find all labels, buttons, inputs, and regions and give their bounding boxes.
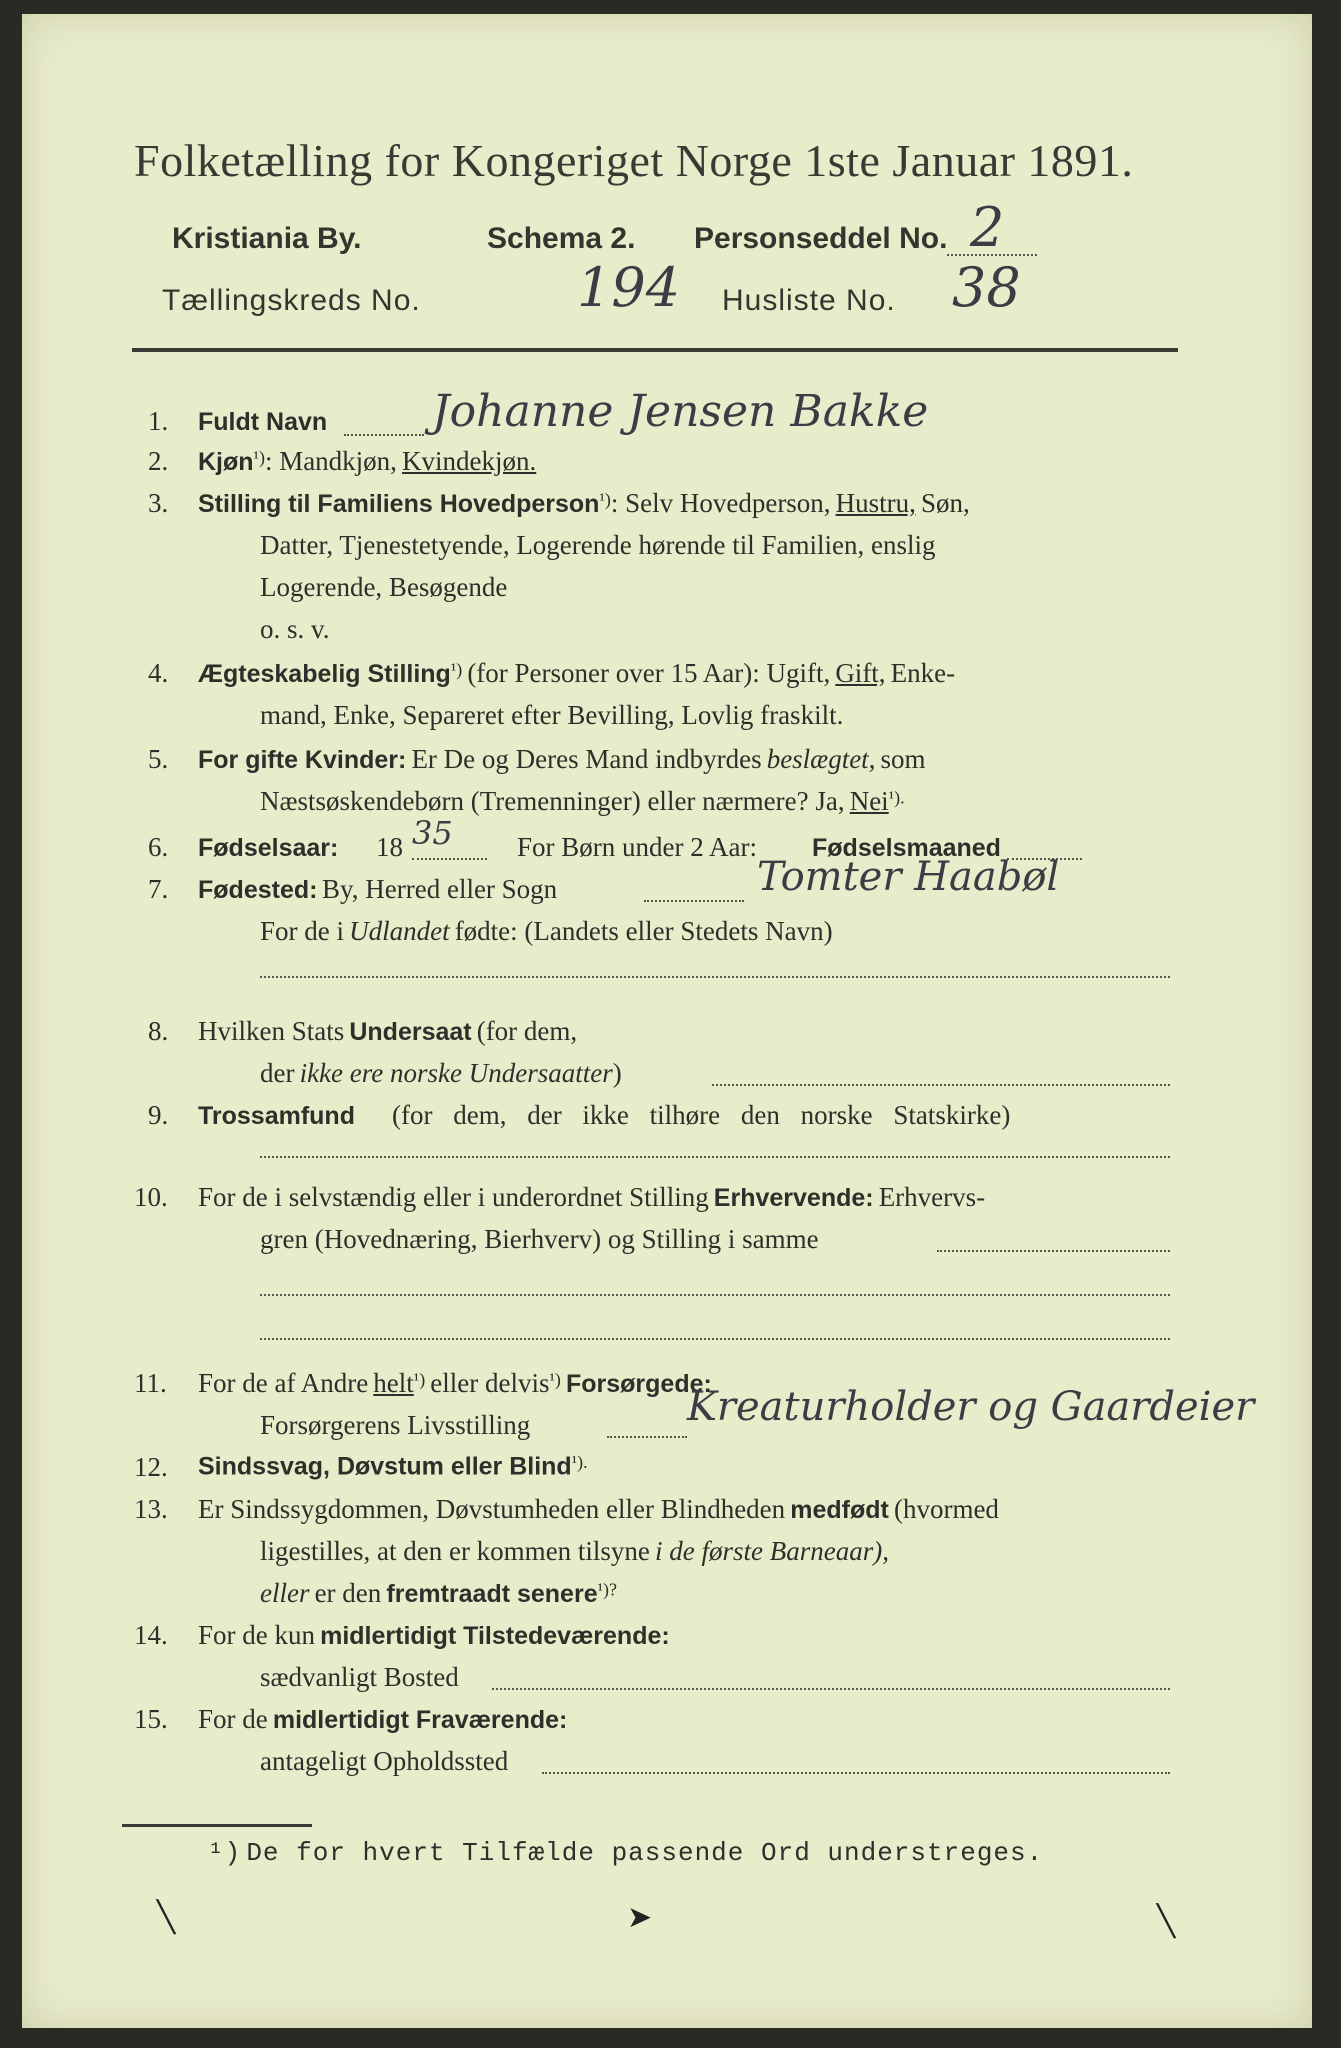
item-8-number: 8. [148, 1016, 169, 1046]
item-15-line2: antageligt Opholdssted [260, 1746, 509, 1776]
item-1-label: Fuldt Navn [198, 408, 328, 436]
item-4-selected: Gift, [835, 658, 886, 688]
item-8-l2-b: ) [612, 1058, 622, 1088]
item-13-line3 [260, 1578, 617, 1609]
personseddel-label: Personseddel No. [694, 222, 948, 255]
corner-mark-center: ➤ [627, 1900, 653, 1935]
item-2-line [198, 446, 536, 477]
item-7-text: By, Herred eller Sogn [322, 874, 558, 904]
item-7-label: Fødested: [198, 876, 318, 904]
schema-label: Schema 2. [487, 222, 636, 255]
item-11-sup2: ¹) [549, 1369, 561, 1390]
item-11-line2: Forsørgerens Livsstilling [260, 1410, 531, 1440]
item-4-number: 4. [148, 658, 169, 688]
item-13-l3-bold: fremtraadt senere [386, 1580, 598, 1608]
item-4-label: Ægteskabelig Stilling [198, 660, 451, 688]
item-6-label: Fødselsaar: [198, 834, 339, 862]
item-9-label: Trossamfund [198, 1102, 355, 1130]
item-3-selected: Hustru, [835, 488, 916, 518]
husliste-number: 38 [952, 256, 1021, 319]
item-5-line2 [260, 786, 905, 817]
item-11-selected: helt [373, 1368, 414, 1398]
item-14-number: 14. [134, 1620, 168, 1650]
item-2-sup: ¹) [253, 447, 265, 468]
item-7-line2 [260, 916, 833, 947]
item-10-end: Erhvervs- [878, 1182, 986, 1212]
item-11-number: 11. [134, 1368, 167, 1398]
item-11-line1 [198, 1368, 712, 1399]
item-10-label: Erhvervende: [713, 1184, 874, 1212]
item-2-label: Kjøn [198, 448, 254, 476]
footnote-mark: ¹) [208, 1838, 242, 1868]
item-10-blank-line-2 [260, 1338, 1170, 1340]
item-13-l1-a: Er Sindssygdommen, Døvstumheden eller Blindheden [198, 1494, 786, 1524]
item-10-line1 [198, 1182, 985, 1213]
item-5-selected: Nei [849, 786, 889, 816]
corner-mark-left: ╲ [157, 1900, 176, 1935]
item-11-dots [607, 1436, 687, 1438]
item-1-number: 1. [148, 406, 169, 436]
item-13-l3-italic: eller [260, 1578, 310, 1608]
census-form-page [22, 14, 1312, 2028]
husliste-label: Husliste No. [722, 284, 896, 317]
corner-mark-right: ╲ [1157, 1904, 1176, 1939]
item-13-number: 13. [134, 1494, 168, 1524]
item-13-line2 [260, 1536, 889, 1567]
item-5-text-end: som [880, 744, 926, 774]
item-10-blank-line-1 [260, 1294, 1170, 1296]
item-8-l1-a: Hvilken Stats [198, 1016, 345, 1046]
item-3-text: : Selv Hovedperson, [610, 488, 831, 518]
header-rule [132, 348, 1178, 352]
item-11-value: Kreaturholder og Gaardeier [687, 1384, 1255, 1430]
footnote-text: De for hvert Tilfælde passende Ord understreges. [246, 1838, 1044, 1868]
item-13-l2-italic: i de første Barneaar), [655, 1536, 889, 1566]
item-6-label2: Fødselsmaaned [812, 834, 1001, 862]
item-3-line4: o. s. v. [260, 614, 330, 644]
item-1-value: Johanne Jensen Bakke [432, 386, 929, 437]
item-3-number: 3. [148, 488, 169, 518]
item-4-text-end: Enke- [890, 658, 956, 688]
item-6-text: For Børn under 2 Aar: [517, 832, 757, 862]
item-1-dots [344, 434, 424, 436]
item-9-blank-line [260, 1156, 1170, 1158]
item-14-line2: sædvanligt Bosted [260, 1662, 459, 1692]
item-4-text: (for Personer over 15 Aar): Ugift, [467, 658, 831, 688]
item-3-line1 [198, 488, 970, 519]
item-15-label: midlertidigt Fraværende: [272, 1706, 568, 1734]
item-5-line1 [198, 744, 926, 775]
item-12-line [198, 1452, 588, 1481]
item-9-text: (for dem, der ikke tilhøre den norske Statskirke) [392, 1100, 1011, 1130]
item-5-italic: beslægtet, [766, 744, 876, 774]
item-11-a: For de af Andre [198, 1368, 369, 1398]
item-12-number: 12. [134, 1452, 168, 1482]
item-7-number: 7. [148, 874, 169, 904]
item-14-a: For de kun [198, 1620, 315, 1650]
kreds-label: Tællingskreds No. [162, 284, 421, 317]
item-5-question: Næstsøskendebørn (Tremenninger) eller nærmere? Ja, [260, 786, 845, 816]
item-13-l1-b: (hvormed [893, 1494, 999, 1524]
item-7-blank-line [260, 976, 1170, 978]
item-3-line3: Logerende, Besøgende [260, 572, 508, 602]
item-9-number: 9. [148, 1100, 169, 1130]
item-11-label: Forsørgede: [565, 1370, 712, 1398]
item-6-value: 35 [412, 814, 453, 852]
city-label: Kristiania By. [172, 222, 362, 255]
item-2-text: : Mandkjøn, [264, 446, 397, 476]
item-4-line2: mand, Enke, Separeret efter Bevilling, Lovlig fraskilt. [260, 700, 844, 730]
item-13-l3-a: er den [314, 1578, 382, 1608]
item-6-dots [412, 858, 487, 860]
item-15-a: For de [198, 1704, 268, 1734]
item-11-b: eller delvis [430, 1368, 550, 1398]
item-5-label: For gifte Kvinder: [198, 746, 407, 774]
item-8-l2-italic: ikke ere norske Undersaatter [299, 1058, 613, 1088]
item-7-l2-a: For de i [260, 916, 344, 946]
kreds-number: 194 [577, 256, 681, 319]
item-13-label: medfødt [790, 1496, 889, 1524]
item-12-sup: ¹). [571, 1452, 588, 1472]
item-7-l2-italic: Udlandet [349, 916, 450, 946]
footnote [208, 1838, 1043, 1868]
item-3-sup: ¹) [599, 489, 611, 510]
item-5-text: Er De og Deres Mand indbyrdes [411, 744, 762, 774]
item-3-line2: Datter, Tjenestetyende, Logerende hørende til Familien, enslig [260, 530, 936, 560]
item-10-number: 10. [134, 1182, 168, 1212]
item-2-selected: Kvindekjøn. [402, 446, 537, 476]
item-15-line1 [198, 1704, 567, 1735]
item-11-sup1: ¹) [413, 1369, 426, 1390]
item-14-dots [492, 1688, 1170, 1690]
item-8-line2 [260, 1058, 622, 1089]
item-13-line1 [198, 1494, 999, 1525]
item-5-sup: ¹). [888, 787, 905, 808]
item-7-dots [644, 900, 744, 902]
item-8-l1-b: (for dem, [476, 1016, 578, 1046]
item-8-dots [712, 1084, 1170, 1086]
item-4-line1 [198, 658, 955, 689]
item-5-number: 5. [148, 744, 169, 774]
item-14-label: midlertidigt Tilstedeværende: [320, 1622, 670, 1650]
footnote-rule [122, 1824, 312, 1827]
item-10-dots [937, 1250, 1170, 1252]
item-10-text: For de i selvstændig eller i underordnet Stilling [198, 1182, 709, 1212]
item-7-value: Tomter Haabøl [757, 854, 1060, 900]
personseddel-number: 2 [970, 196, 1005, 259]
item-10-line2: gren (Hovednæring, Bierhverv) og Stilling i samme [260, 1224, 819, 1254]
item-8-label: Undersaat [349, 1018, 472, 1046]
item-2-number: 2. [148, 446, 169, 476]
item-6-prefix: 18 [376, 832, 403, 862]
item-12-label: Sindssvag, Døvstum eller Blind [198, 1452, 572, 1481]
form-title: Folketælling for Kongeriget Norge 1ste Januar 1891. [134, 135, 1134, 186]
item-7-l2-b: fødte: (Landets eller Stedets Navn) [454, 916, 833, 946]
item-3-label: Stilling til Familiens Hovedperson [198, 490, 600, 518]
item-6-number: 6. [148, 832, 169, 862]
item-15-dots [542, 1772, 1170, 1774]
item-4-sup: ¹) [450, 659, 463, 680]
item-14-line1 [198, 1620, 670, 1651]
item-13-l2-a: ligestilles, at den er kommen tilsyne [260, 1536, 650, 1566]
item-15-number: 15. [134, 1704, 168, 1734]
item-8-l2-a: der [260, 1058, 295, 1088]
item-3-text-end: Søn, [921, 488, 970, 518]
item-8-line1 [198, 1016, 577, 1047]
item-13-l3-sup: ¹)? [597, 1579, 617, 1600]
